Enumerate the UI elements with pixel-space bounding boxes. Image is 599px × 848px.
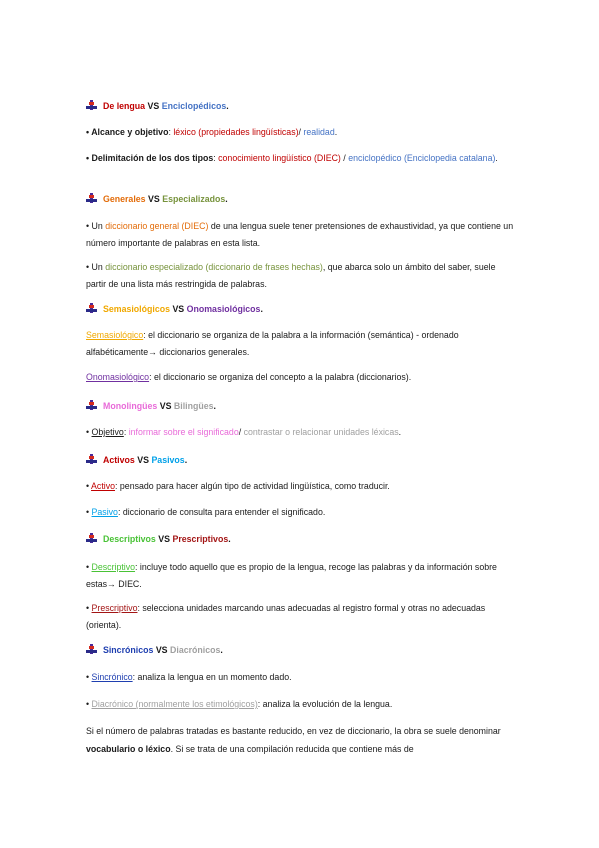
paragraph-pasivo: • Pasivo: diccionario de consulta para entender el significado.	[86, 507, 326, 517]
colored-cross-bullet-icon	[86, 400, 97, 410]
colored-cross-bullet-icon	[86, 100, 97, 110]
paragraph-alcance: • Alcance y objetivo: léxico (propiedades lingüísticas)/ realidad.	[86, 127, 338, 137]
term-semasiologico: Semasiológico	[86, 330, 144, 340]
section-heading-generales-especializados: Generales VS Especializados.	[86, 191, 516, 208]
term-activo: Activo	[91, 481, 116, 491]
term-prescriptivo: Prescriptivo	[91, 603, 138, 613]
paragraph-diacronico: • Diacrónico (normalmente los etimológicos): analiza la evolución de la lengua.	[86, 699, 393, 709]
paragraph-diccionario-especializado: • Un diccionario especializado (diccionario de frases hechas), que abarca solo un ámbito del saber, suele partir de una lista más restringida de palabras.	[86, 262, 496, 289]
heading-right-term: Enciclopédicos	[161, 101, 227, 111]
term-descriptivo: Descriptivo	[91, 562, 136, 572]
term-pasivo: Pasivo	[91, 507, 118, 517]
alcance-value-lexico: léxico (propiedades lingüísticas)	[173, 127, 299, 137]
vs-label: VS	[147, 101, 160, 111]
delimitacion-value-linguistico: conocimiento lingüístico (DIEC)	[218, 153, 341, 163]
section-heading-monolingues-bilingues: Monolingües VS Bilingües.	[86, 398, 516, 415]
term-diacronico: Diacrónico (normalmente los etimológicos)	[91, 699, 258, 709]
section-heading-lengua-enciclopedicos: De lengua VS Enciclopédicos.	[86, 98, 516, 115]
heading-left-term: De lengua	[103, 101, 146, 111]
paragraph-onomasiologico: Onomasiológico: el diccionario se organiza del concepto a la palabra (diccionarios).	[86, 372, 412, 382]
section-heading-semasiologicos-onomasiologicos: Semasiológicos VS Onomasiológicos.	[86, 301, 516, 318]
term-onomasiologico: Onomasiológico	[86, 372, 150, 382]
colored-cross-bullet-icon	[86, 454, 97, 464]
alcance-label: Alcance y objetivo	[91, 127, 169, 137]
colored-cross-bullet-icon	[86, 644, 97, 654]
delimitacion-value-enciclopedico: enciclopédico (Enciclopedia catalana)	[348, 153, 496, 163]
paragraph-objetivo: • Objetivo: informar sobre el significado/ contrastar o relacionar unidades léxicas.	[86, 427, 402, 437]
section-heading-sincronicos-diacronicos: Sincrónicos VS Diacrónicos.	[86, 642, 516, 659]
colored-cross-bullet-icon	[86, 193, 97, 203]
term-vocabulario-lexico: vocabulario o léxico	[86, 744, 171, 754]
colored-cross-bullet-icon	[86, 303, 97, 313]
alcance-value-realidad: realidad	[303, 127, 335, 137]
term-sincronico: Sincrónico	[91, 672, 133, 682]
term-diccionario-general: diccionario general (DIEC)	[105, 221, 209, 231]
paragraph-semasiologico: Semasiológico: el diccionario se organiza de la palabra a la información (semántica) - ordenado alfabéticamente→ diccionarios generales.	[86, 330, 459, 357]
paragraph-descriptivo: • Descriptivo: incluye todo aquello que es propio de la lengua, recoge las palabras y da información sobre estas→ DIEC.	[86, 562, 497, 589]
section-heading-activos-pasivos: Activos VS Pasivos.	[86, 452, 516, 469]
term-diccionario-especializado: diccionario especializado (diccionario de frases hechas)	[105, 262, 323, 272]
colored-cross-bullet-icon	[86, 533, 97, 543]
paragraph-delimitacion: • Delimitación de los dos tipos: conocimiento lingüístico (DIEC) / enciclopédico (Enciclopedia catalana).	[86, 153, 498, 163]
term-objetivo: Objetivo	[91, 427, 124, 437]
paragraph-sincronico: • Sincrónico: analiza la lengua en un momento dado.	[86, 672, 292, 682]
delimitacion-label: Delimitación de los dos tipos	[91, 153, 214, 163]
section-heading-descriptivos-prescriptivos: Descriptivos VS Prescriptivos.	[86, 531, 516, 548]
paragraph-diccionario-general: • Un diccionario general (DIEC) de una lengua suele tener pretensiones de exhaustividad, ya que contiene un número importante de palabras en esta lista.	[86, 221, 514, 248]
paragraph-prescriptivo: • Prescriptivo: selecciona unidades marcando unas adecuadas al registro formal y otras no adecuadas (orienta).	[86, 603, 486, 630]
paragraph-activo: • Activo: pensado para hacer algún tipo de actividad lingüística, como traducir.	[86, 481, 390, 491]
paragraph-closing: Si el número de palabras tratadas es bastante reducido, en vez de diccionario, la obra se suele denominar vocabulario o léxico. Si se trata de una compilación reducida que contiene más de	[86, 726, 501, 754]
